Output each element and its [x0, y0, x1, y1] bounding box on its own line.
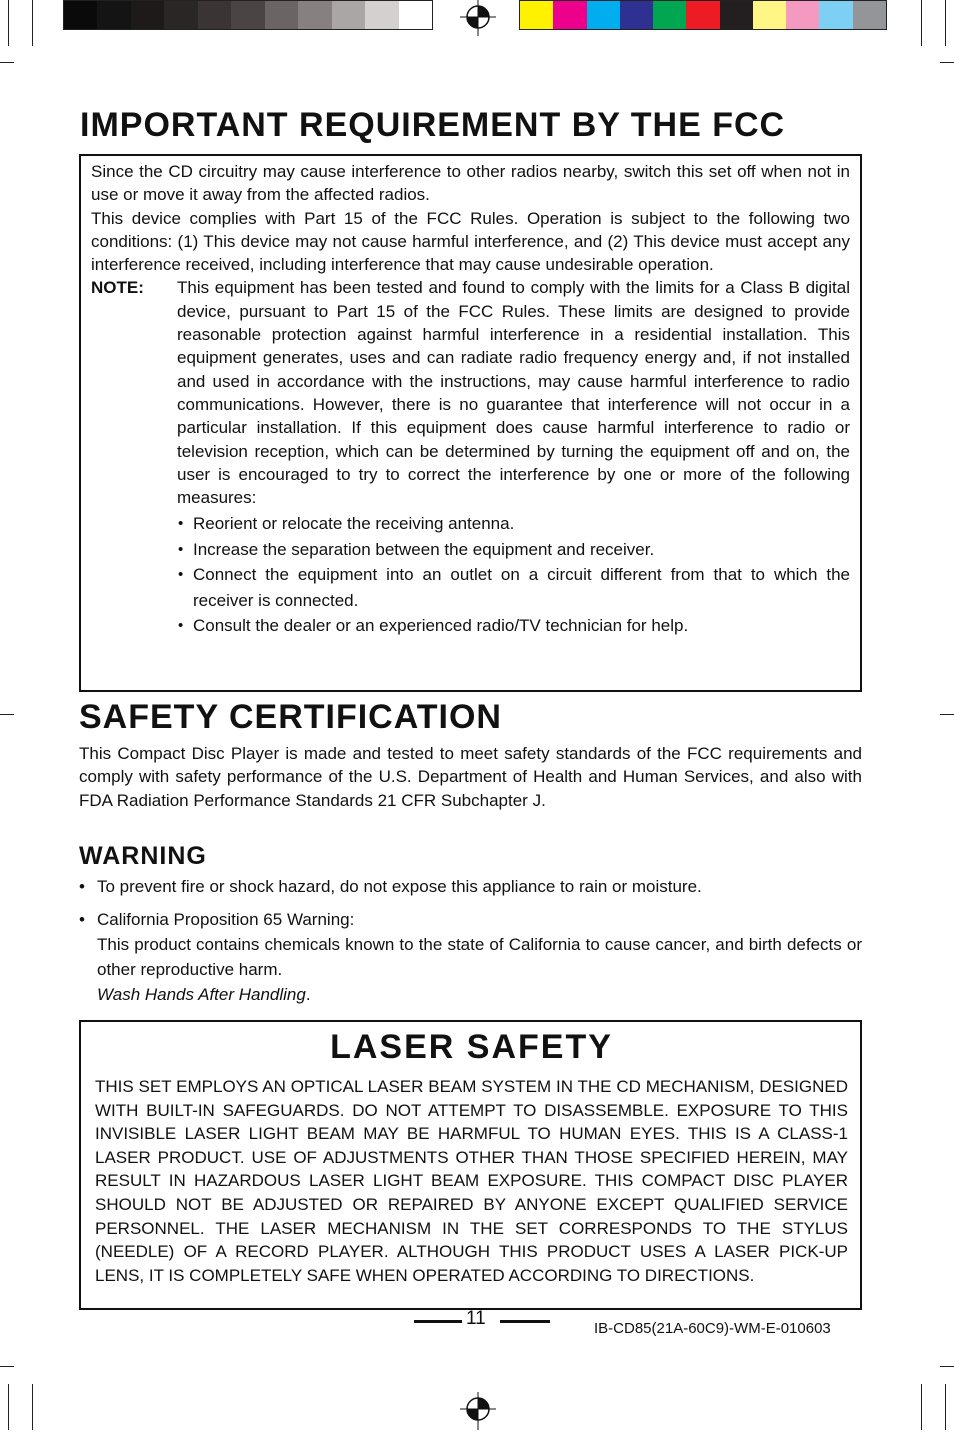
list-item	[79, 874, 862, 899]
note-body	[177, 276, 850, 638]
list-item	[79, 907, 862, 1007]
crop-mark	[32, 1384, 33, 1430]
footer-rule-left	[414, 1320, 462, 1323]
color-swatch	[786, 1, 819, 29]
prop65-heading: • California Proposition 65 Warning:	[97, 910, 355, 929]
laser-text: THIS SET EMPLOYS AN OPTICAL LASER BEAM SYSTEM IN THE CD MECHANISM, DESIGNED WITH BUILT-IN SAFEGUARDS. DO NOT ATTEMPT TO DISASSEMBLE. EXPOSURE TO THIS INVISIBLE LASER LIGHT BEAM MAY BE HARMFUL TO HUMAN EYES. THIS IS A CLASS-1 LASER PRODUCT. USE OF ADJUSTMENTS OTHER THAN THOSE SPECIFIED HEREIN, MAY RESULT IN HAZARDOUS LASER LIGHT BEAM EXPOSURE. THIS COMPACT DISC PLAYER SHOULD NOT BE ADJUSTED OR REPAIRED BY ANYONE EXCEPT QUALIFIED SERVICE PERSONNEL. THE LASER MECHANISM IN THE SET CORRESPONDS TO THE STYLUS (NEEDLE) OF A RECORD PLAYER. ALTHOUGH THIS PRODUCT USES A LASER PICK-UP LENS, IT IS COMPLETELY SAFE WHEN OPERATED ACCORDING TO DIRECTIONS.	[95, 1077, 848, 1285]
prop65-wash-line	[97, 982, 862, 1007]
fcc-paragraph-1: Since the CD circuitry may cause interference to other radios nearby, switch this set off when not in use or move it away from the affected radios.	[91, 162, 850, 205]
crop-mark	[0, 714, 14, 715]
registration-mark-icon	[455, 1386, 501, 1432]
prop65-period: .	[305, 985, 311, 1004]
color-swatch	[587, 1, 620, 29]
color-swatch	[298, 1, 331, 29]
prop65-text: This product contains chemicals known to the state of California to cause cancer, and birth defects or other reproductive harm.	[97, 935, 862, 979]
crop-mark	[921, 0, 922, 46]
laser-box	[79, 1020, 862, 1310]
prop65-italic: Wash Hands After Handling	[97, 985, 306, 1004]
color-swatch	[131, 1, 164, 29]
color-swatch	[620, 1, 653, 29]
warning-title: WARNING	[79, 842, 207, 870]
safety-title: SAFETY CERTIFICATION	[79, 698, 502, 736]
color-swatch	[553, 1, 586, 29]
color-swatch	[64, 1, 97, 29]
list-item: • Reorient or relocate the receiving antenna.	[177, 511, 850, 537]
crop-mark	[8, 1384, 9, 1430]
color-swatch	[720, 1, 753, 29]
color-swatch	[231, 1, 264, 29]
fcc-box	[79, 154, 862, 692]
crop-mark	[32, 0, 33, 46]
fcc-title: IMPORTANT REQUIREMENT BY THE FCC	[80, 106, 786, 144]
crop-mark	[0, 62, 14, 63]
color-swatch	[653, 1, 686, 29]
list-item: • Increase the separation between the equipment and receiver.	[177, 537, 850, 563]
crop-mark	[945, 0, 946, 46]
warning-item-1: To prevent fire or shock hazard, do not expose this appliance to rain or moisture.	[97, 877, 702, 896]
safety-text: This Compact Disc Player is made and tested to meet safety standards of the FCC requirements and comply with safety performance of the U.S. Department of Health and Human Services, and also with FDA Radiation Performance Standards 21 CFR Subchapter J.	[79, 744, 862, 810]
color-calibration-bar	[519, 0, 887, 30]
color-swatch	[265, 1, 298, 29]
registration-mark-icon	[455, 0, 501, 46]
measures-list	[177, 511, 850, 639]
color-swatch	[520, 1, 553, 29]
crop-mark	[940, 714, 954, 715]
crop-mark	[921, 1384, 922, 1430]
note-text: This equipment has been tested and found to comply with the limits for a Class B digital device, pursuant to Part 15 of the FCC Rules. These limits are designed to provide reasonable protection against harmful interference in a residential installation. This equipment generates, uses and can radiate radio frequency energy and, if not installed and used in accordance with the instructions, may cause harmful interference to radio communications. However, there is no guarantee that interference will not occur in a particular installation. If this equipment does cause harmful interference to radio or television reception, which can be determined by turning the equipment off and on, the user is encouraged to try to correct the interference by one or more of the following measures:	[177, 278, 850, 508]
color-swatch	[399, 1, 432, 29]
color-swatch	[97, 1, 130, 29]
fcc-paragraph-2: This device complies with Part 15 of the FCC Rules. Operation is subject to the following two conditions: (1) This device may not cause harmful interference, and (2) This device must accept any interference received, including interference that may cause undesirable operation.	[91, 208, 850, 275]
color-swatch	[198, 1, 231, 29]
color-swatch	[332, 1, 365, 29]
color-swatch	[853, 1, 886, 29]
note-label: NOTE:	[91, 278, 144, 298]
footer-rule-right	[500, 1320, 550, 1323]
list-item: • Connect the equipment into an outlet on a circuit different from that to which the receiver is connected.	[177, 562, 850, 613]
crop-mark	[8, 0, 9, 46]
page-number: 11	[466, 1308, 486, 1329]
crop-mark	[940, 1366, 954, 1367]
warning-list	[79, 874, 862, 1007]
laser-title: LASER SAFETY	[330, 1028, 613, 1066]
crop-mark	[940, 62, 954, 63]
color-swatch	[753, 1, 786, 29]
doc-code: IB-CD85(21A-60C9)-WM-E-010603	[594, 1320, 831, 1337]
crop-mark	[945, 1384, 946, 1430]
color-swatch	[164, 1, 197, 29]
list-item: • Consult the dealer or an experienced radio/TV technician for help.	[177, 613, 850, 639]
fcc-note	[91, 276, 850, 638]
color-swatch	[365, 1, 398, 29]
color-swatch	[686, 1, 719, 29]
color-swatch	[819, 1, 852, 29]
grayscale-calibration-bar	[63, 0, 433, 30]
crop-mark	[0, 1366, 14, 1367]
